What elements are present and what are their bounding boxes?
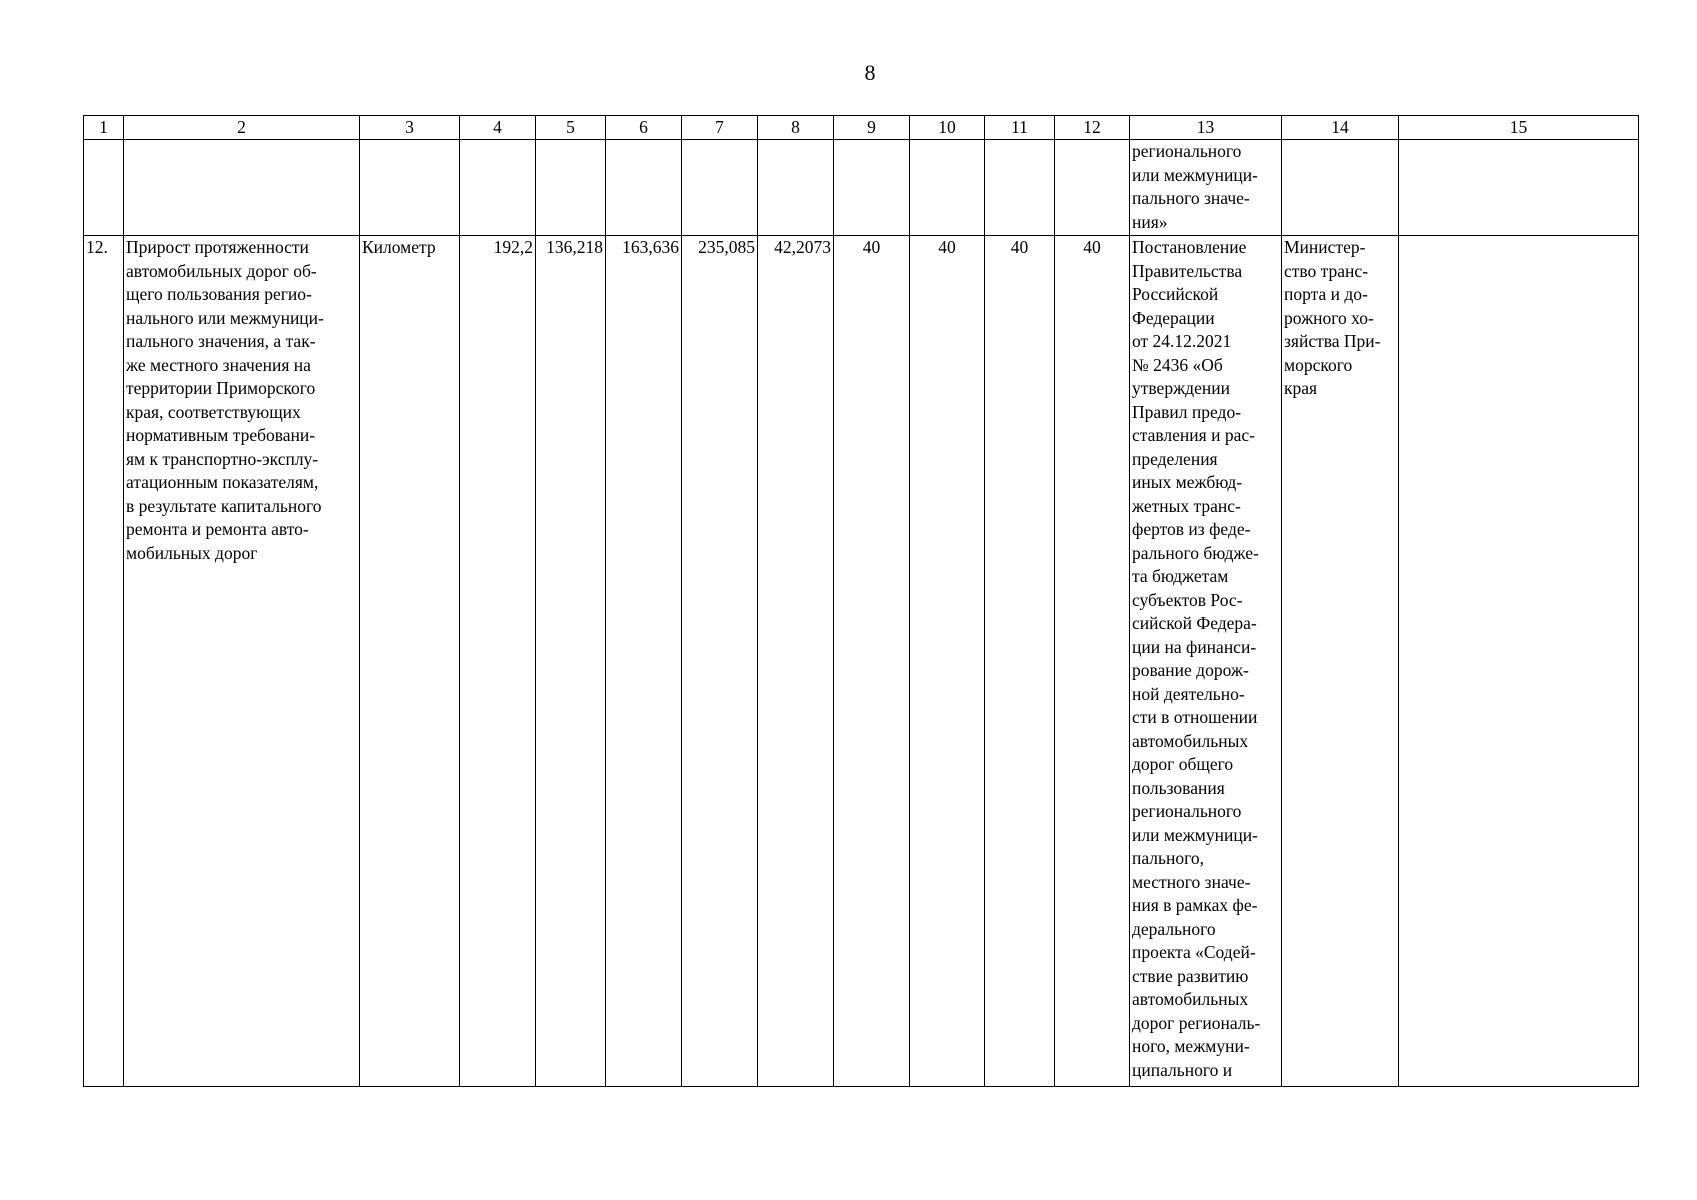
cont-cell-4 xyxy=(460,140,536,236)
legal-basis: Постановление Правительства Российской Федерации от 24.12.2021 № 2436 «Об утверждении Правил предо- ставления и рас- пределения иных межбюд- жетных транс- фертов из феде- рального бюдже- та бюджетам субъектов Рос- сийской Федера- ции на финанси- рование дорож- ной деятельно- сти в отношении автомобильных дорог общего пользования регионального или межмуници- пального, местного значе- ния в рамках фе- дерального проекта «Содей- ствие развитию автомобильных дорог региональ- ного, межмуни- ципального и xyxy=(1130,236,1282,1087)
cont-cell-5 xyxy=(536,140,606,236)
header-cell-10: 10 xyxy=(910,116,985,140)
cont-cell-11 xyxy=(985,140,1055,236)
header-cell-5: 5 xyxy=(536,116,606,140)
cont-cell-2 xyxy=(124,140,360,236)
continuation-row xyxy=(84,140,1639,236)
header-cell-12: 12 xyxy=(1055,116,1130,140)
cont-cell-3 xyxy=(360,140,460,236)
cont-cell-6 xyxy=(606,140,682,236)
unit-of-measure: Километр xyxy=(360,236,460,1087)
header-cell-9: 9 xyxy=(834,116,910,140)
cont-legal-basis: регионального или межмуници- пального значе- ния» xyxy=(1130,140,1282,236)
header-cell-7: 7 xyxy=(682,116,758,140)
value-col-10: 40 xyxy=(910,236,985,1087)
page-number: 8 xyxy=(864,60,876,85)
header-cell-15: 15 xyxy=(1399,116,1639,140)
cont-cell-10 xyxy=(910,140,985,236)
indicators-table xyxy=(83,115,1639,1087)
notes-cell xyxy=(1399,236,1639,1087)
value-col-8: 42,2073 xyxy=(758,236,834,1087)
value-col-5: 136,218 xyxy=(536,236,606,1087)
table-header-row xyxy=(84,116,1639,140)
row-number: 12. xyxy=(84,236,124,1087)
header-cell-6: 6 xyxy=(606,116,682,140)
value-col-12: 40 xyxy=(1055,236,1130,1087)
cont-cell-15 xyxy=(1399,140,1639,236)
cont-cell-8 xyxy=(758,140,834,236)
header-cell-8: 8 xyxy=(758,116,834,140)
value-col-11: 40 xyxy=(985,236,1055,1087)
header-cell-4: 4 xyxy=(460,116,536,140)
value-col-7: 235,085 xyxy=(682,236,758,1087)
header-cell-14: 14 xyxy=(1282,116,1399,140)
cont-cell-12 xyxy=(1055,140,1130,236)
value-col-6: 163,636 xyxy=(606,236,682,1087)
value-col-4: 192,2 xyxy=(460,236,536,1087)
indicator-name: Прирост протяженности автомобильных дорог об- щего пользования регио- нального или межмуници- пального значения, а так- же местного значения на территории Приморского края, соответствующих нормативным требовани- ям к транспортно-эксплу- атационным показателям, в результате капитального ремонта и ремонта авто- мобильных дорог xyxy=(124,236,360,1087)
value-col-9: 40 xyxy=(834,236,910,1087)
header-cell-13: 13 xyxy=(1130,116,1282,140)
cont-cell-9 xyxy=(834,140,910,236)
header-cell-2: 2 xyxy=(124,116,360,140)
responsible-body: Министер- ство транс- порта и до- рожного хо- зяйства При- морского края xyxy=(1282,236,1399,1087)
header-cell-11: 11 xyxy=(985,116,1055,140)
header-cell-3: 3 xyxy=(360,116,460,140)
table-row-12 xyxy=(84,236,1639,1087)
header-cell-1: 1 xyxy=(84,116,124,140)
cont-cell-1 xyxy=(84,140,124,236)
cont-cell-14 xyxy=(1282,140,1399,236)
cont-cell-7 xyxy=(682,140,758,236)
